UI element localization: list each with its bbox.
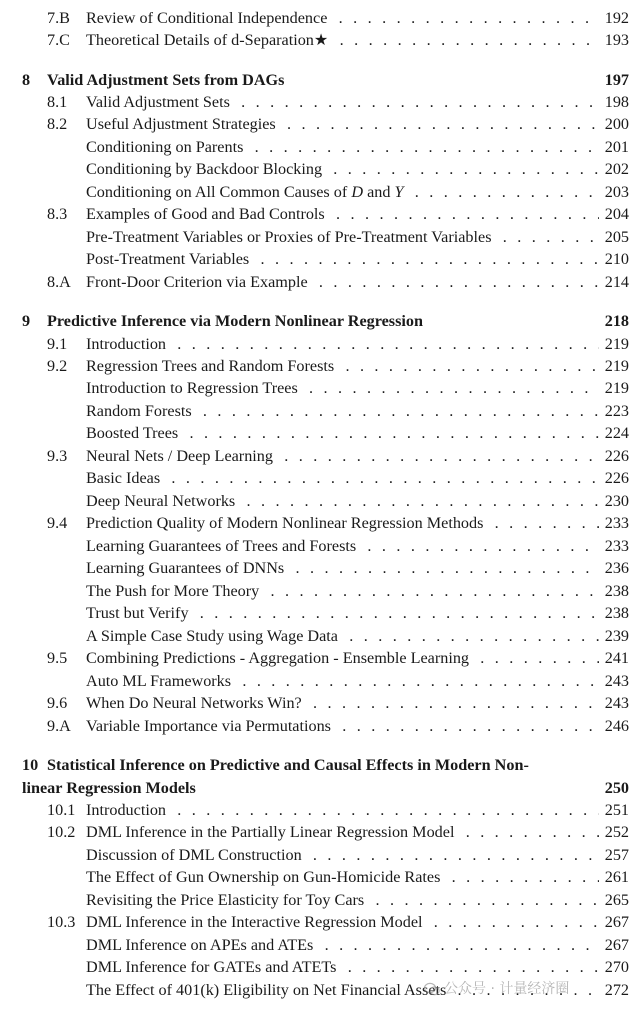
toc-entry-number: 10.1: [47, 801, 76, 819]
toc-entry-title: [86, 557, 629, 579]
toc-entry-title-text: DML Inference for GATEs and ATETs: [86, 958, 340, 976]
toc-chapter-entry[interactable]: [22, 69, 629, 91]
watermark: [424, 978, 569, 1000]
toc-entry-title-text: Basic Ideas: [86, 469, 164, 487]
toc-entry-title-text: Useful Adjustment Strategies: [86, 115, 280, 133]
toc-entry-title-text: The Effect of 401(k) Eligibility on Net Financial Assets: [86, 981, 450, 999]
toc-entry-title-text: linear Regression Models: [22, 779, 200, 797]
toc-entry-title-text: Neural Nets / Deep Learning: [86, 447, 277, 465]
toc-subsection-entry[interactable]: [22, 467, 629, 489]
toc-entry-page-number: 267: [599, 934, 629, 956]
toc-entry-title-text: Statistical Inference on Predictive and Causal Effects in Modern Non-: [47, 756, 533, 774]
toc-entry-title: [86, 844, 629, 866]
toc-entry-title: [86, 512, 629, 534]
toc-entry-number: 9.6: [47, 694, 68, 712]
toc-subsection-entry[interactable]: [22, 136, 629, 158]
toc-entry-number: 8.3: [47, 205, 68, 223]
toc-section-entry[interactable]: [22, 203, 629, 225]
toc-entry-title: [86, 445, 629, 467]
toc-section-entry[interactable]: [22, 271, 629, 293]
toc-subsection-entry[interactable]: [22, 557, 629, 579]
toc-entry-page-number: 218: [599, 310, 629, 332]
toc-entry-title-text: Introduction: [86, 335, 170, 353]
toc-entry-page-number: 265: [599, 889, 629, 911]
toc-entry-title-text: Random Forests: [86, 402, 196, 420]
toc-entry-title: [86, 91, 629, 113]
toc-entry-page-number: 200: [599, 113, 629, 135]
toc-entry-page-number: 233: [599, 512, 629, 534]
toc-entry-page-number: 246: [599, 715, 629, 737]
toc-entry-title-text: Conditioning by Backdoor Blocking: [86, 160, 326, 178]
toc-entry-page-number: 270: [599, 956, 629, 978]
toc-entry-number: 8.A: [47, 273, 71, 291]
toc-entry-number: 7.C: [47, 31, 70, 49]
toc-section-entry[interactable]: [22, 7, 629, 29]
toc-entry-page-number: 214: [599, 271, 629, 293]
toc-entry-title-text: Prediction Quality of Modern Nonlinear Regression Methods: [86, 514, 487, 532]
toc-chapter-entry[interactable]: [22, 754, 629, 776]
toc-subsection-entry[interactable]: [22, 866, 629, 888]
toc-subsection-entry[interactable]: [22, 535, 629, 557]
toc-section-entry[interactable]: [22, 692, 629, 714]
toc-entry-title: [86, 889, 629, 911]
toc-entry-number: 8.1: [47, 93, 68, 111]
toc-entry-title: [86, 602, 629, 624]
toc-entry-title-text: Deep Neural Networks: [86, 492, 239, 510]
toc-entry-title: [86, 956, 629, 978]
toc-entry-title-text: DML Inference in the Partially Linear Regression Model: [86, 823, 458, 841]
toc-entry-title: [86, 29, 629, 51]
toc-entry-page-number: 197: [599, 69, 629, 91]
toc-entry-title-text: Learning Guarantees of Trees and Forests: [86, 537, 360, 555]
toc-entry-page-number: 251: [599, 799, 629, 821]
toc-entry-page-number: 233: [599, 535, 629, 557]
toc-entry-number: 9.4: [47, 514, 68, 532]
toc-entry-number: 9.1: [47, 335, 68, 353]
toc-entry-number: 8.2: [47, 115, 68, 133]
toc-entry-title: [86, 422, 629, 444]
toc-section-entry[interactable]: [22, 445, 629, 467]
toc-entry-page-number: 219: [599, 355, 629, 377]
toc-entry-title: [86, 490, 629, 512]
toc-entry-title: [86, 799, 629, 821]
toc-entry-title: [22, 777, 629, 799]
toc-entry-page-number: 267: [599, 911, 629, 933]
toc-entry-page-number: 243: [599, 692, 629, 714]
toc-entry-title-text: Introduction to Regression Trees: [86, 379, 302, 397]
toc-entry-title: [86, 692, 629, 714]
toc-entry-page-number: 202: [599, 158, 629, 180]
toc-subsection-entry[interactable]: [22, 490, 629, 512]
toc-entry-title-text: Introduction: [86, 801, 170, 819]
toc-chapter-entry[interactable]: [22, 310, 629, 332]
toc-entry-title: [47, 754, 629, 776]
toc-section-entry[interactable]: [22, 911, 629, 933]
toc-entry-title-text: Valid Adjustment Sets: [86, 93, 234, 111]
toc-entry-title: [86, 866, 629, 888]
toc-entry-title: [86, 467, 629, 489]
toc-entry-page-number: 224: [599, 422, 629, 444]
toc-entry-page-number: 204: [599, 203, 629, 225]
toc-subsection-entry[interactable]: [22, 158, 629, 180]
toc-entry-page-number: 236: [599, 557, 629, 579]
toc-entry-title-text: Conditioning on All Common Causes of D and Y: [86, 183, 408, 201]
toc-section-entry[interactable]: [22, 821, 629, 843]
toc-entry-title: [47, 69, 629, 91]
toc-entry-title-text: Trust but Verify: [86, 604, 193, 622]
toc-entry-title: [47, 310, 629, 332]
toc-entry-title: [86, 670, 629, 692]
toc-entry-number: 10.3: [47, 913, 76, 931]
toc-entry-title-text: Review of Conditional Independence: [86, 9, 331, 27]
toc-section-entry[interactable]: [22, 29, 629, 51]
toc-section-entry[interactable]: [22, 647, 629, 669]
toc-entry-title: [86, 934, 629, 956]
toc-entry-number: 10.2: [47, 823, 76, 841]
toc-entry-title: [86, 400, 629, 422]
toc-entry-page-number: 261: [599, 866, 629, 888]
toc-entry-page-number: 272: [599, 979, 629, 1001]
toc-entry-title: [86, 333, 629, 355]
toc-entry-page-number: 192: [599, 7, 629, 29]
toc-subsection-entry[interactable]: [22, 422, 629, 444]
toc-entry-title: [86, 226, 629, 248]
toc-entry-title-text: Discussion of DML Construction: [86, 846, 306, 864]
toc-entry-page-number: 243: [599, 670, 629, 692]
toc-subsection-entry[interactable]: [22, 580, 629, 602]
toc-entry-number: 10: [22, 756, 39, 774]
toc-entry-title-text: Examples of Good and Bad Controls: [86, 205, 329, 223]
toc-entry-title-text: Front-Door Criterion via Example: [86, 273, 312, 291]
toc-entry-title-text: Combining Predictions - Aggregation - Ensemble Learning: [86, 649, 473, 667]
toc-entry-page-number: 241: [599, 647, 629, 669]
toc-entry-page-number: 193: [599, 29, 629, 51]
toc-subsection-entry[interactable]: [22, 377, 629, 399]
toc-entry-title: [86, 271, 629, 293]
toc-entry-number: 9: [22, 312, 31, 330]
toc-entry-title-text: Learning Guarantees of DNNs: [86, 559, 288, 577]
toc-entry-page-number: 219: [599, 333, 629, 355]
toc-section-entry[interactable]: [22, 113, 629, 135]
toc-entry-number: 9.A: [47, 717, 71, 735]
toc-subsection-entry[interactable]: [22, 226, 629, 248]
toc-entry-title: [86, 113, 629, 135]
toc-subsection-entry[interactable]: [22, 248, 629, 270]
toc-entry-title-text: Predictive Inference via Modern Nonlinear Regression: [47, 312, 427, 330]
toc-entry-title-text: The Effect of Gun Ownership on Gun-Homicide Rates: [86, 868, 444, 886]
toc-subsection-entry[interactable]: [22, 181, 629, 203]
toc-section-entry[interactable]: [22, 333, 629, 355]
toc-entry-title-text: DML Inference in the Interactive Regression Model: [86, 913, 427, 931]
toc-entry-title: [86, 355, 629, 377]
toc-entry-page-number: 198: [599, 91, 629, 113]
toc-section-entry[interactable]: [22, 512, 629, 534]
toc-entry-page-number: 238: [599, 580, 629, 602]
toc-entry-title-text: Variable Importance via Permutations: [86, 717, 335, 735]
toc-entry-title-text: Boosted Trees: [86, 424, 182, 442]
toc-entry-page-number: 252: [599, 821, 629, 843]
toc-entry-number: 8: [22, 71, 31, 89]
toc-entry-title-text: Conditioning on Parents: [86, 138, 247, 156]
toc-subsection-entry[interactable]: [22, 956, 629, 978]
toc-entry-number: 9.5: [47, 649, 68, 667]
toc-entry-title-text: When Do Neural Networks Win?: [86, 694, 306, 712]
toc-subsection-entry[interactable]: [22, 602, 629, 624]
toc-entry-title-text: Auto ML Frameworks: [86, 672, 235, 690]
toc-subsection-entry[interactable]: [22, 670, 629, 692]
toc-entry-title-text: DML Inference on APEs and ATEs: [86, 936, 317, 954]
toc-entry-title: [86, 7, 629, 29]
toc-entry-title: [86, 647, 629, 669]
toc-entry-title-text: A Simple Case Study using Wage Data: [86, 627, 342, 645]
toc-entry-number: 9.2: [47, 357, 68, 375]
toc-subsection-entry[interactable]: [22, 934, 629, 956]
toc-entry-title-text: Revisiting the Price Elasticity for Toy Cars: [86, 891, 368, 909]
toc-entry-title: [86, 136, 629, 158]
toc-section-entry[interactable]: [22, 799, 629, 821]
toc-entry-page-number: 201: [599, 136, 629, 158]
toc-entry-number: 7.B: [47, 9, 70, 27]
toc-entry-page-number: 238: [599, 602, 629, 624]
toc-entry-title-text: The Push for More Theory: [86, 582, 263, 600]
wechat-icon: [424, 982, 440, 996]
toc-entry-title: [86, 821, 629, 843]
toc-entry-number: 9.3: [47, 447, 68, 465]
toc-entry-title: [86, 248, 629, 270]
toc-entry-title-text: Theoretical Details of d-Separation★: [86, 31, 332, 49]
toc-entry-page-number: 257: [599, 844, 629, 866]
toc-entry-page-number: 223: [599, 400, 629, 422]
toc-section-entry[interactable]: [22, 91, 629, 113]
toc-entry-title-text: Regression Trees and Random Forests: [86, 357, 338, 375]
toc-entry-title: [86, 715, 629, 737]
toc-section-entry[interactable]: [22, 715, 629, 737]
toc-entry-page-number: 226: [599, 445, 629, 467]
toc-entry-page-number: 210: [599, 248, 629, 270]
toc-entry-title: [86, 158, 629, 180]
toc-entry-page-number: 219: [599, 377, 629, 399]
toc-entry-title-text: Valid Adjustment Sets from DAGs: [47, 71, 288, 89]
toc-entry-title: [86, 911, 629, 933]
toc-entry-page-number: 203: [599, 181, 629, 203]
toc-entry-title: [86, 625, 629, 647]
toc-entry-title-text: Pre-Treatment Variables or Proxies of Pre-Treatment Variables: [86, 228, 496, 246]
toc-entry-title: [86, 181, 629, 203]
toc-entry-title: [86, 377, 629, 399]
toc-subsection-entry[interactable]: [22, 889, 629, 911]
toc-entry-title: [86, 580, 629, 602]
toc-subsection-entry[interactable]: [22, 400, 629, 422]
toc-entry-title: [86, 535, 629, 557]
toc-entry-title-text: Post-Treatment Variables: [86, 250, 253, 268]
toc-entry-page-number: 226: [599, 467, 629, 489]
toc-entry-title: [86, 203, 629, 225]
watermark-text: 公众号 · 计量经济圈: [444, 981, 570, 997]
toc-entry-page-number: 250: [599, 777, 629, 799]
toc-subsection-entry[interactable]: [22, 844, 629, 866]
toc-entry-page-number: 205: [599, 226, 629, 248]
toc-entry-page-number: 230: [599, 490, 629, 512]
toc-section-entry[interactable]: [22, 355, 629, 377]
toc-entry-page-number: 239: [599, 625, 629, 647]
toc-chapter-entry[interactable]: [22, 777, 629, 799]
toc-subsection-entry[interactable]: [22, 625, 629, 647]
